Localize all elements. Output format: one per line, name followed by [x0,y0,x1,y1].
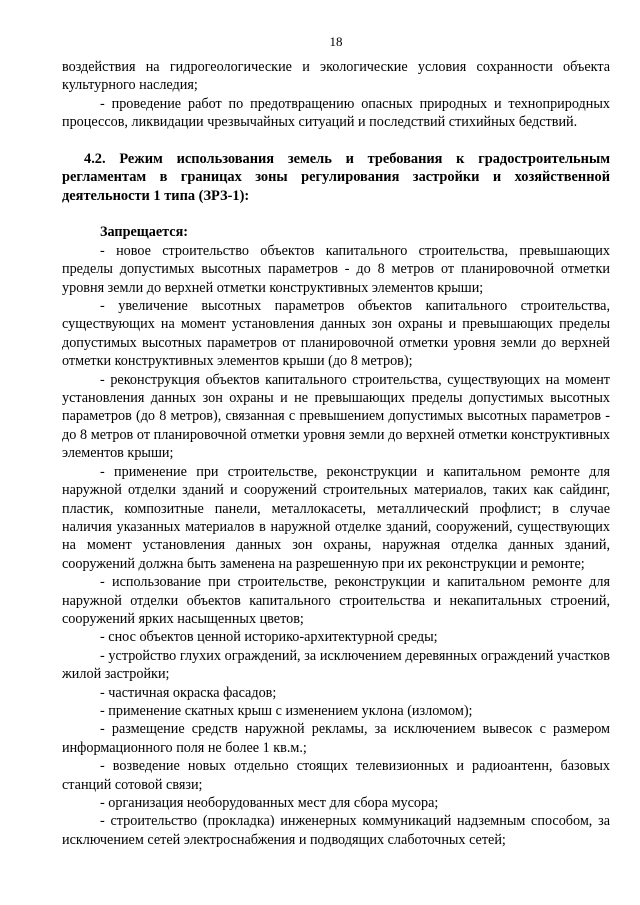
list-item: - снос объектов ценной историко-архитектурной среды; [100,629,438,646]
list-item: - частичная окраска фасадов; [100,684,277,701]
list-item: - организация необорудованных мест для сбора мусора; [100,795,439,811]
list-item: - увеличение высотных параметров объектов капитального строительства, существующих на момент установления данных зон охраны и превышающих пределы допустимых высотных параметров от планировочной отметки уровня земли до верхней отметки конструктивных элементов крыши (до 8 метров); [62,298,610,370]
forbidden-label: Запрещается: [100,224,188,241]
forbidden-list [62,242,610,849]
list-item: - новое строительство объектов капитального строительства, превышающих пределы допустимых высотных параметров - до 8 метров от планировочной отметки уровня земли до верхней отметки конструктивных элементов крыши; [62,242,610,296]
list-item: - использование при строительстве, реконструкции и капитальном ремонте для наружной отделки объектов капитального строительства и некапитальных строений, сооружений ярких насыщенных цветов; [62,574,610,627]
intro-paragraph-1: воздействия на гидрогеологические и экологические условия сохранности объекта культурного наследия; [62,59,610,94]
intro-paragraph-2: - проведение работ по предотвращению опасных природных и технoприродных процессов, ликвидации чрезвычайных ситуаций и последствий стихийных бедствий. [62,95,610,131]
list-item: - устройство глухих ограждений, за исключением деревянных ограждений участков жилой застройки; [62,647,610,683]
spacer [62,205,610,223]
list-item: - возведение новых отдельно стоящих телевизионных и радиоантенн, базовых станций сотовой связи; [62,758,610,793]
list-item: - размещение средств наружной рекламы, за исключением вывесок с размером информационного поля не более 1 кв.м.; [62,721,610,756]
list-item: - реконструкция объектов капитального строительства, существующих на момент установления данных зон охраны и не превышающих пределы допустимых высотных параметров (до 8 метров), связанная с превышением допустимых высотных параметров - до 8 метров от планировочной отметки уровня земли до верхней отметки конструктивных элементов крыши; [62,371,610,462]
list-item: - применение скатных крыш с изменением уклона (изломом); [100,702,473,719]
spacer [62,132,610,150]
page-number: 18 [329,34,343,49]
document-page [62,34,610,849]
section-heading: 4.2. Режим использования земель и требования к градостроительным регламентам в границах зоны регулирования застройки и хозяйственной деятельности 1 типа (ЗРЗ-1): [62,150,610,204]
list-item: - строительство (прокладка) инженерных коммуникаций надземным способом, за исключением сетей электроснабжения и подводящих слаботочных сетей; [62,813,610,848]
list-item: - применение при строительстве, реконструкции и капитальном ремонте для наружной отделки зданий и сооружений строительных материалов, таких как сайдинг, пластик, композитные панели, металлокасеты, металлический профлист; в случае наличия указанных материалов в наружной отделке зданий, сооружений, существующих на момент установления данных зон охраны, наружная отделка данных зданий, сооружений должна быть заменена на разрешенную при их реконструкции и ремонте; [62,463,610,572]
